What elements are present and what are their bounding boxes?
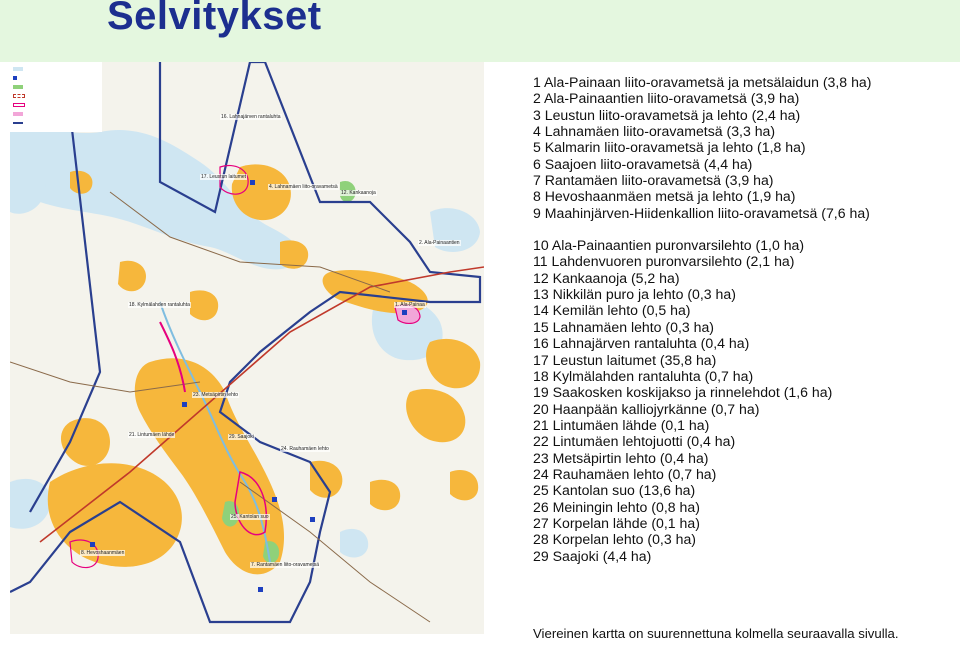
map-graphic: [10, 62, 484, 634]
header-bar: [0, 0, 960, 62]
map-label: 21. Lintumäen lähde: [129, 432, 175, 438]
site-item: 13 Nikkilän puro ja lehto (0,3 ha): [533, 286, 736, 303]
site-item: 19 Saakosken koskijakso ja rinnelehdot (1,6 ha): [533, 384, 833, 401]
site-item: 5 Kalmarin liito-oravametsä ja lehto (1,8 ha): [533, 139, 806, 156]
marker-7: [402, 310, 407, 315]
site-list: [533, 74, 871, 564]
site-item: 10 Ala-Painaantien puronvarsilehto (1,0 ha): [533, 237, 805, 254]
marker-2: [272, 497, 277, 502]
map-label: 4. Lahnamäen liito-oravametsä: [269, 184, 338, 190]
map-label: 1. Ala-Painaa: [395, 302, 425, 308]
site-item: 29 Saajoki (4,4 ha): [533, 547, 652, 564]
site-item: 17 Leustun laitumet (35,8 ha): [533, 351, 717, 368]
map-label: 29. Saajoki: [229, 434, 254, 440]
survey-map: [10, 62, 484, 634]
site-item: 22 Lintumäen lehtojuotti (0,4 ha): [533, 433, 736, 450]
site-item: 20 Haanpään kalliojyrkänne (0,7 ha): [533, 400, 760, 417]
map-legend-box: [10, 62, 102, 132]
site-item: 11 Lahdenvuoren puronvarsilehto (2,1 ha): [533, 253, 795, 270]
site-item: 2 Ala-Painaantien liito-oravametsä (3,9 ha): [533, 90, 800, 107]
map-label: 2. Ala-Painaantien: [419, 240, 460, 246]
footnote: Viereinen kartta on suurennettuna kolmella seuraavalla sivulla.: [533, 626, 899, 641]
site-item: 8 Hevoshaanmäen metsä ja lehto (1,9 ha): [533, 188, 796, 205]
site-item: 16 Lahnajärven rantaluhta (0,4 ha): [533, 335, 750, 352]
site-item: 14 Kemilän lehto (0,5 ha): [533, 302, 691, 319]
marker-1: [182, 402, 187, 407]
site-item: 3 Leustun liito-oravametsä ja lehto (2,4 ha): [533, 106, 801, 123]
site-item: 9 Maahinjärven-Hiidenkallion liito-oravametsä (7,6 ha): [533, 204, 870, 221]
marker-3: [258, 587, 263, 592]
site-item: 24 Rauhamäen lehto (0,7 ha): [533, 465, 717, 482]
marker-4: [90, 542, 95, 547]
map-label: 16. Lahnajärven rantaluhta: [221, 114, 281, 120]
map-label: 18. Kylmälahden rantaluhta: [129, 302, 190, 308]
map-label: 12. Kankaanoja: [341, 190, 376, 196]
page-title: Selvitykset: [107, 0, 322, 38]
marker-5: [310, 517, 315, 522]
site-item: 6 Saajoen liito-oravametsä (4,4 ha): [533, 155, 753, 172]
map-label: 8. Hevoshaanmäen: [81, 550, 125, 556]
site-item: 28 Korpelan lehto (0,3 ha): [533, 531, 696, 548]
site-item: 1 Ala-Painaan liito-oravametsä ja metsälaidun (3,8 ha): [533, 74, 872, 90]
site-item: 25 Kantolan suo (13,6 ha): [533, 482, 696, 499]
site-item: 12 Kankaanoja (5,2 ha): [533, 269, 680, 286]
site-item: 26 Meiningin lehto (0,8 ha): [533, 498, 700, 515]
map-label: 23. Metsäpirtin lehto: [193, 392, 239, 398]
marker-6: [250, 180, 255, 185]
site-item: 27 Korpelan lähde (0,1 ha): [533, 514, 700, 531]
map-label: 17. Leustun laitumet: [201, 174, 247, 180]
map-label: 24. Rauhamäen lehto: [281, 446, 329, 452]
site-item: 7 Rantamäen liito-oravametsä (3,9 ha): [533, 172, 774, 189]
site-item: 15 Lahnamäen lehto (0,3 ha): [533, 318, 715, 335]
map-label: 25. Kantolan suo: [231, 514, 269, 520]
site-item: 21 Lintumäen lähde (0,1 ha): [533, 416, 710, 433]
site-item: 4 Lahnamäen liito-oravametsä (3,3 ha): [533, 123, 776, 140]
site-item: 18 Kylmälahden rantaluhta (0,7 ha): [533, 367, 754, 384]
map-label: 7. Rantamäen liito-oravametsä: [251, 562, 320, 568]
site-item: 23 Metsäpirtin lehto (0,4 ha): [533, 449, 709, 466]
